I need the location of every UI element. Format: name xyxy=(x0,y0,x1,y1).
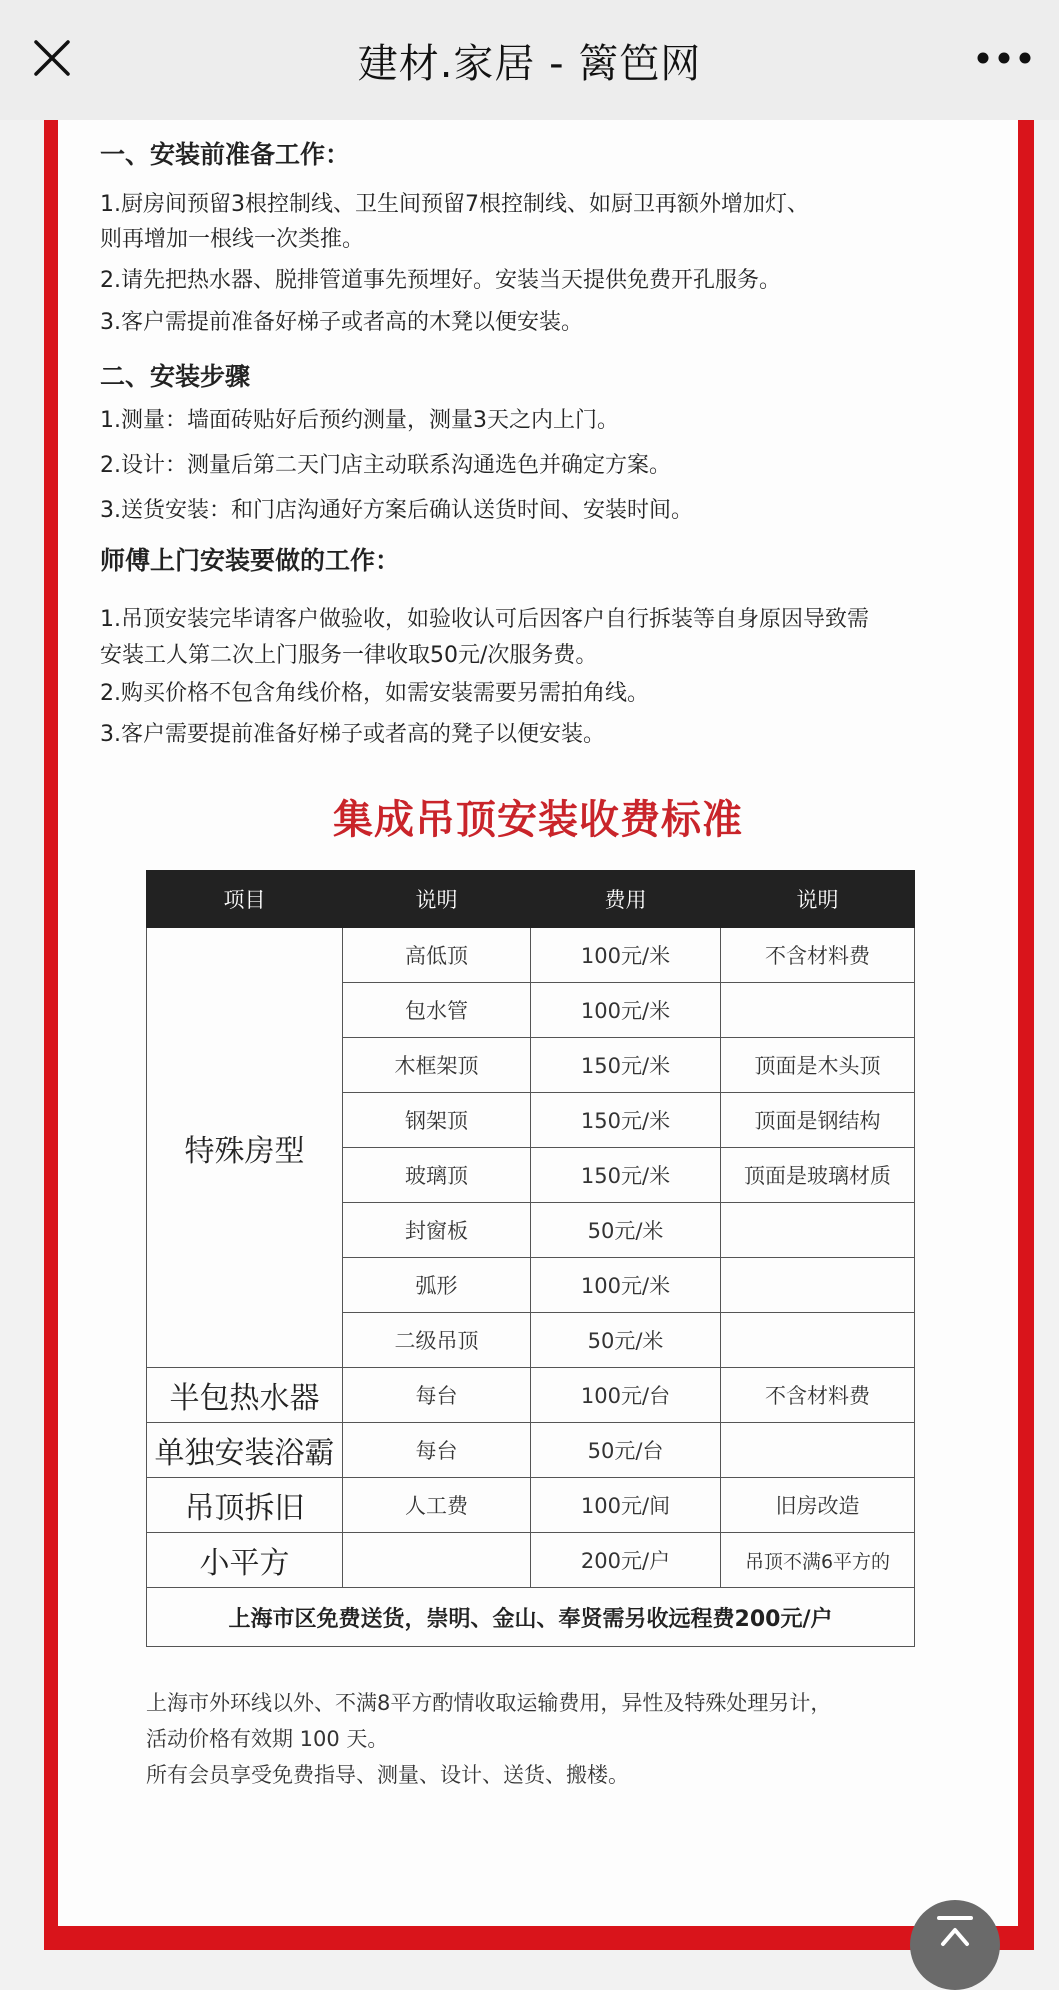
table-row xyxy=(147,1368,915,1423)
note-cell: 顶面是木头顶 xyxy=(721,1038,915,1093)
steps-line-1: 1.测量：墙面砖贴好后预约测量，测量3天之内上门。 xyxy=(100,408,619,433)
table-row xyxy=(147,1533,915,1588)
fee-cell: 50元/米 xyxy=(531,1203,721,1258)
header-item: 项目 xyxy=(147,871,343,928)
poster-title: 集成吊顶安装收费标准 xyxy=(333,797,743,843)
prep-line-3: 3.客户需提前准备好梯子或者高的木凳以便安装。 xyxy=(100,310,583,335)
section-prep-heading: 一、安装前准备工作： xyxy=(100,140,351,169)
fee-cell: 200元/户 xyxy=(531,1533,721,1588)
item-cell: 单独安装浴霸 xyxy=(147,1423,343,1478)
fee-cell: 150元/米 xyxy=(531,1093,721,1148)
desc-cell: 包水管 xyxy=(343,983,531,1038)
steps-line-2: 2.设计：测量后第二天门店主动联系沟通选色并确定方案。 xyxy=(100,453,671,478)
note-cell: 不含材料费 xyxy=(721,1368,915,1423)
prep-line-1a: 1.厨房间预留3根控制线、卫生间预留7根控制线、如厨卫再额外增加灯、 xyxy=(100,192,809,217)
page-title: 建材.家居 - 篱笆网 xyxy=(357,40,702,87)
note-cell: 旧房改造 xyxy=(721,1478,915,1533)
note-line-2: 活动价格有效期 100 天。 xyxy=(146,1727,389,1751)
table-footer-row xyxy=(147,1588,915,1647)
note-cell: 吊顶不满6平方的 xyxy=(721,1533,915,1588)
section-work-heading: 师傅上门安装要做的工作： xyxy=(100,546,401,575)
desc-cell xyxy=(343,1533,531,1588)
desc-cell: 弧形 xyxy=(343,1258,531,1313)
note-cell: 不含材料费 xyxy=(721,928,915,983)
work-line-2: 2.购买价格不包含角线价格，如需安装需要另需拍角线。 xyxy=(100,681,649,706)
desc-cell: 每台 xyxy=(343,1423,531,1478)
fee-cell: 50元/台 xyxy=(531,1423,721,1478)
desc-cell: 高低顶 xyxy=(343,928,531,983)
steps-line-3: 3.送货安装：和门店沟通好方案后确认送货时间、安装时间。 xyxy=(100,498,693,523)
close-icon xyxy=(32,38,72,78)
note-cell xyxy=(721,983,915,1038)
scroll-to-top-button[interactable] xyxy=(910,1900,1000,1990)
note-cell xyxy=(721,1423,915,1478)
item-cell: 吊顶拆旧 xyxy=(147,1478,343,1533)
note-line-3: 所有会员享受免费指导、测量、设计、送货、搬楼。 xyxy=(146,1763,629,1787)
header-note: 说明 xyxy=(721,871,915,928)
table-header-row xyxy=(147,871,915,928)
fee-cell: 100元/米 xyxy=(531,1258,721,1313)
note-cell xyxy=(721,1258,915,1313)
table-row xyxy=(147,1423,915,1478)
fee-cell: 100元/米 xyxy=(531,928,721,983)
header-desc: 说明 xyxy=(343,871,531,928)
desc-cell: 玻璃顶 xyxy=(343,1148,531,1203)
desc-cell: 二级吊顶 xyxy=(343,1313,531,1368)
work-line-3: 3.客户需要提前准备好梯子或者高的凳子以便安装。 xyxy=(100,722,605,747)
table-footer: 上海市区免费送货，崇明、金山、奉贤需另收远程费200元/户 xyxy=(147,1588,915,1647)
prep-line-1b: 则再增加一根线一次类推。 xyxy=(100,227,365,252)
fee-cell: 150元/米 xyxy=(531,1148,721,1203)
note-cell: 顶面是钢结构 xyxy=(721,1093,915,1148)
close-button[interactable] xyxy=(22,28,82,88)
prep-line-2: 2.请先把热水器、脱排管道事先预埋好。安装当天提供免费开孔服务。 xyxy=(100,268,781,293)
item-cell: 小平方 xyxy=(147,1533,343,1588)
work-line-1b: 安装工人第二次上门服务一律收取50元/次服务费。 xyxy=(100,643,598,668)
more-icon xyxy=(976,51,1032,65)
special-room-type-cell: 特殊房型 xyxy=(147,928,343,1368)
desc-cell: 钢架顶 xyxy=(343,1093,531,1148)
section-steps-heading: 二、安装步骤 xyxy=(100,362,251,391)
scroll-top-icon xyxy=(933,1914,977,1954)
item-cell: 半包热水器 xyxy=(147,1368,343,1423)
table-row xyxy=(147,1478,915,1533)
fee-cell: 100元/台 xyxy=(531,1368,721,1423)
table-row xyxy=(147,928,915,983)
fee-cell: 100元/米 xyxy=(531,983,721,1038)
poster-frame-bottom xyxy=(44,1930,1034,1950)
note-cell xyxy=(721,1313,915,1368)
fee-cell: 150元/米 xyxy=(531,1038,721,1093)
desc-cell: 每台 xyxy=(343,1368,531,1423)
work-line-1a: 1.吊顶安装完毕请客户做验收，如验收认可后因客户自行拆装等自身原因导致需 xyxy=(100,607,869,632)
notes-block xyxy=(146,1685,831,1793)
desc-cell: 封窗板 xyxy=(343,1203,531,1258)
header-fee: 费用 xyxy=(531,871,721,928)
desc-cell: 人工费 xyxy=(343,1478,531,1533)
desc-cell: 木框架顶 xyxy=(343,1038,531,1093)
more-button[interactable] xyxy=(969,28,1039,88)
note-cell: 顶面是玻璃材质 xyxy=(721,1148,915,1203)
fee-table xyxy=(146,870,915,1647)
poster-image xyxy=(58,120,1018,1926)
note-line-1: 上海市外环线以外、不满8平方酌情收取运输费用，异性及特殊处理另计， xyxy=(146,1691,832,1715)
top-bar xyxy=(0,0,1059,120)
fee-cell: 100元/间 xyxy=(531,1478,721,1533)
note-cell xyxy=(721,1203,915,1258)
fee-cell: 50元/米 xyxy=(531,1313,721,1368)
